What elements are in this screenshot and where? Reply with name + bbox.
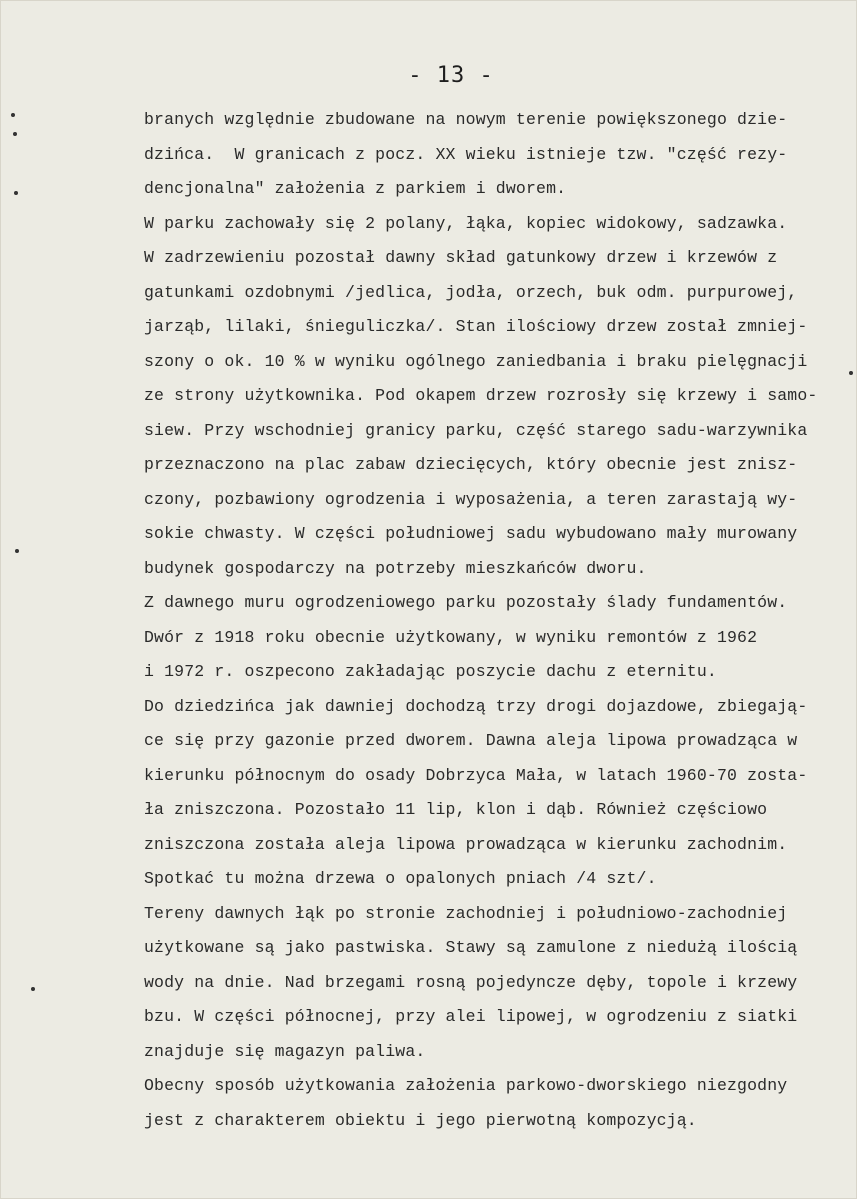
text-line: wody na dnie. Nad brzegami rosną pojedyncze dęby, topole i krzewy xyxy=(144,972,798,992)
text-line: budynek gospodarczy na potrzeby mieszkańców dworu. xyxy=(144,558,647,578)
page-number: - 13 - xyxy=(408,63,494,88)
margin-mark xyxy=(15,549,19,553)
text-line: kierunku północnym do osady Dobrzyca Mała, w latach 1960-70 zosta- xyxy=(144,765,808,785)
text-line: ze strony użytkownika. Pod okapem drzew rozrosły się krzewy i samo- xyxy=(144,386,818,405)
text-line: przeznaczono na plac zabaw dziecięcych, który obecnie jest znisz- xyxy=(144,455,798,474)
text-line: ce się przy gazonie przed dworem. Dawna aleja lipowa prowadząca w xyxy=(144,731,798,750)
text-line: sokie chwasty. W części południowej sadu wybudowano mały murowany xyxy=(144,524,798,543)
text-line: ła zniszczona. Pozostało 11 lip, klon i dąb. Również częściowo xyxy=(144,800,768,819)
text-line: czony, pozbawiony ogrodzenia i wyposażenia, a teren zarastają wy- xyxy=(144,489,798,509)
margin-mark xyxy=(14,191,18,195)
margin-mark xyxy=(13,132,17,136)
text-line: Obecny sposób użytkowania założenia parkowo-dworskiego niezgodny xyxy=(144,1076,788,1095)
margin-mark xyxy=(31,987,35,991)
text-line: Dwór z 1918 roku obecnie użytkowany, w wyniku remontów z 1962 xyxy=(144,627,758,647)
text-line: jarząb, lilaki, śnieguliczka/. Stan ilościowy drzew został zmniej- xyxy=(144,317,808,336)
text-line: gatunkami ozdobnymi /jedlica, jodła, orzech, buk odm. purpurowej, xyxy=(144,282,798,302)
text-line: bzu. W części północnej, przy alei lipowej, w ogrodzeniu z siatki xyxy=(144,1007,798,1026)
text-line: zniszczona została aleja lipowa prowadząca w kierunku zachodnim. xyxy=(144,834,788,854)
text-line: użytkowane są jako pastwiska. Stawy są zamulone z niedużą ilością xyxy=(144,938,798,957)
body-text xyxy=(144,103,854,1138)
text-line: znajduje się magazyn paliwa. xyxy=(144,1041,426,1061)
text-line: Do dziedzińca jak dawniej dochodzą trzy drogi dojazdowe, zbiegają- xyxy=(144,696,808,716)
text-line: Tereny dawnych łąk po stronie zachodniej i południowo-zachodniej xyxy=(144,903,788,923)
text-line: Spotkać tu można drzewa o opalonych pniach /4 szt/. xyxy=(144,869,657,888)
text-line: i 1972 r. oszpecono zakładając poszycie dachu z eternitu. xyxy=(144,662,717,681)
text-line: szony o ok. 10 % w wyniku ogólnego zaniedbania i braku pielęgnacji xyxy=(144,351,808,371)
text-line: dencjonalna" założenia z parkiem i dworem. xyxy=(144,179,567,198)
text-line: branych względnie zbudowane na nowym terenie powiększonego dzie- xyxy=(144,110,788,129)
text-line: siew. Przy wschodniej granicy parku, część starego sadu-warzywnika xyxy=(144,420,808,440)
text-line: W parku zachowały się 2 polany, łąka, kopiec widokowy, sadzawka. xyxy=(144,213,788,233)
text-line: Z dawnego muru ogrodzeniowego parku pozostały ślady fundamentów. xyxy=(144,593,788,612)
margin-mark xyxy=(11,113,15,117)
text-line: dzińca. W granicach z pocz. XX wieku istnieje tzw. "część rezy- xyxy=(144,144,788,164)
text-line: W zadrzewieniu pozostał dawny skład gatunkowy drzew i krzewów z xyxy=(144,248,778,267)
text-line: jest z charakterem obiektu i jego pierwotną kompozycją. xyxy=(144,1110,697,1130)
